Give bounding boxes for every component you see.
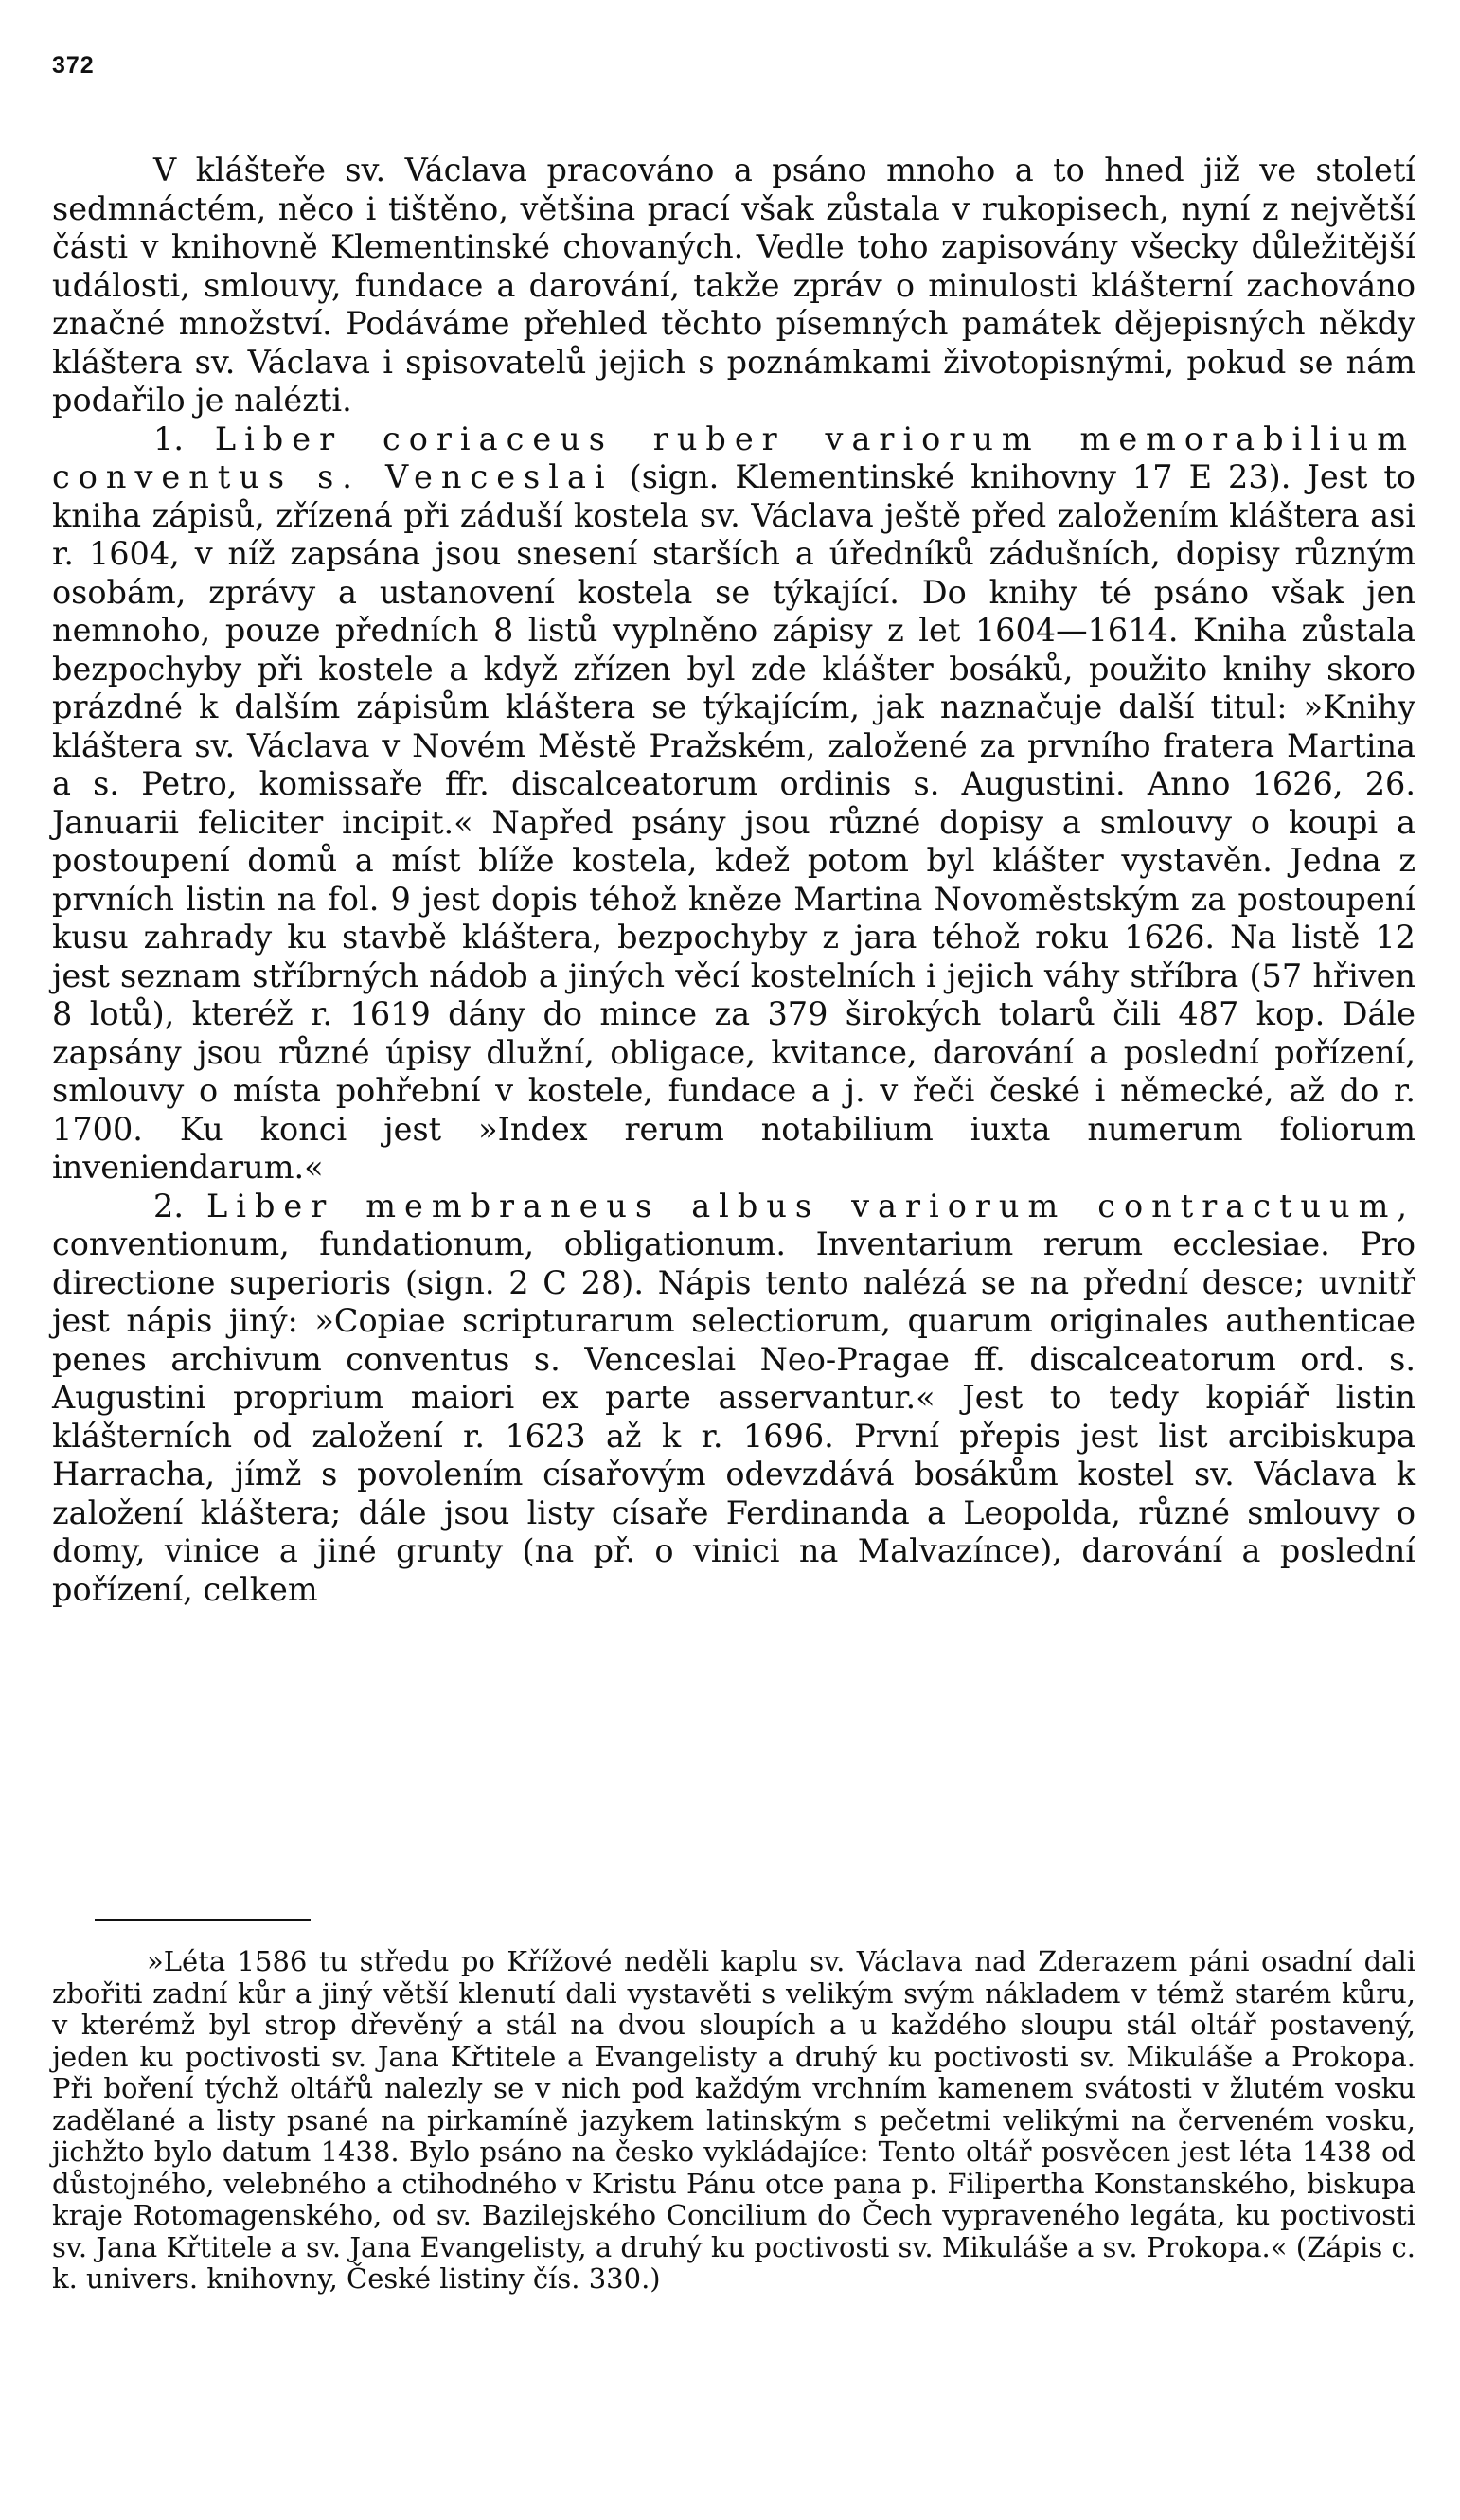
footnote-divider	[95, 1919, 311, 1921]
item-2-title: Liber membraneus albus variorum contractuum,	[205, 1187, 1415, 1224]
item-1-title: Liber coriaceus ruber variorum memorabilium conventus s. Venceslai	[52, 420, 1415, 495]
item-1-text: (sign. Klementinské knihovny 17 E 23). Jest to kniha zápisů, zřízená při záduší kostela sv. Václava ještě před založením kláštera asi r. 1604, v níž zapsána jsou snesení starších a úředníků zádušních, dopisy různým osobám, zprávy a ustanovení kostela se týkající. Do knihy té psáno však jen nemnoho, pouze předních 8 listů vyplněno zápisy z let 1604—1614. Kniha zůstala bezpochyby při kostele a když zřízen byl zde klášter bosáků, použito knihy skoro prázdné k dalším zápisům kláštera se týkajícím, jak naznačuje další titul: »Knihy kláštera sv. Václava v Novém Městě Pražském, založené za prvního fratera Martina a s. Petro, komissaře ffr. discalceatorum ordinis s. Augustini. Anno 1626, 26. Januarii feliciter incipit.« Napřed psány jsou různé dopisy a smlouvy o koupi a postoupení domů a míst blíže kostela, kdež potom byl klášter vystavěn. Jedna z prvních listin na fol. 9 jest dopis téhož kněze Martina Novoměstským za postoupení kusu zahrady ku stavbě kláštera, bezpochyby z jara téhož roku 1626. Na listě 12 jest seznam stříbrných nádob a jiných věcí kostelních i jejich váhy stříbra (57 hřiven 8 lotů), kteréž r. 1619 dány do mince za 379 širokých tolarů čili 487 kop. Dále zapsány jsou různé úpisy dlužní, obligace, kvitance, darování a poslední pořízení, smlouvy o místa pohřební v kostele, fundace a j. v řeči české i německé, až do r. 1700. Ku konci jest »Index rerum notabilium iuxta numerum foliorum inveniendarum.«	[52, 458, 1415, 1186]
page-number: 372	[52, 52, 95, 79]
intro-paragraph: V klášteře sv. Václava pracováno a psáno mnoho a to hned již ve století sedmnáctém, něco i tištěno, většina prací však zůstala v rukopisech, nyní z největší části v knihovně Klementinské chovaných. Vedle toho zapisovány všecky důležitější události, smlouvy, fundace a darování, takže zpráv o minulosti klášterní zachováno značné množství. Podáváme přehled těchto písemných památek dějepisných někdy kláštera sv. Václava i spisovatelů jejich s poznámkami životopisnými, pokud se nám podařilo je nalézti.	[52, 152, 1415, 419]
footnote-text: »Léta 1586 tu středu po Křížové neděli kaplu sv. Václava nad Zderazem páni osadní dali zbořiti zadní kůr a jiný větší klenutí dali vystavěti s velikým svým nákladem v témž starém kůru, v kterémž byl strop dřevěný a stál na dvou sloupích a u každého sloupu stál oltář postavený, jeden ku poctivosti sv. Jana Křtitele a Evangelisty a druhý ku poctivosti sv. Mikuláše a Prokopa. Při boření týchž oltářů nalezly se v nich pod každým vrchním kamenem svátosti v žlutém vosku zadělané a listy psané na pirkamíně jazykem latinským s pečetmi velikými na červeném vosku, jichžto bylo datum 1438. Bylo psáno na česko vykládajíce: Tento oltář posvěcen jest léta 1438 od důstojného, velebného a ctihodného v Kristu Pánu otce pana p. Filipertha Konstanského, biskupa kraje Rotomagenského, od sv. Bazilejského Concilium do Čech vypraveného legáta, ku poctivosti sv. Jana Křtitele a sv. Jana Evangelisty, a druhý ku poctivosti sv. Mikuláše a sv. Prokopa.« (Zápis c. k. univers. knihovny, České listiny čís. 330.)	[52, 1945, 1415, 2295]
item-1-number: 1.	[153, 420, 184, 457]
footnote	[52, 1946, 1415, 2296]
main-text	[52, 152, 1415, 1609]
item-2-paragraph	[52, 1188, 1415, 1610]
item-1-paragraph	[52, 420, 1415, 1188]
item-2-text: conventionum, fundationum, obligationum. Inventarium rerum ecclesiae. Pro directione superioris (sign. 2 C 28). Nápis tento nalézá se na přední desce; uvnitř jest nápis jiný: »Copiae scripturarum selectiorum, quarum originales authenticae penes archivum conventus s. Venceslai Neo-Pragae ff. discalceatorum ord. s. Augustini proprium maiori ex parte asservantur.« Jest to tedy kopiář listin klášterních od založení r. 1623 až k r. 1696. První přepis jest list arcibiskupa Harracha, jímž s povolením císařovým odevzdává bosákům kostel sv. Václava k založení kláštera; dále jsou listy císaře Ferdinanda a Leopolda, různé smlouvy o domy, vinice a jiné grunty (na př. o vinici na Malvazínce), darování a poslední pořízení, celkem	[52, 1225, 1415, 1608]
item-2-number: 2.	[153, 1187, 184, 1224]
